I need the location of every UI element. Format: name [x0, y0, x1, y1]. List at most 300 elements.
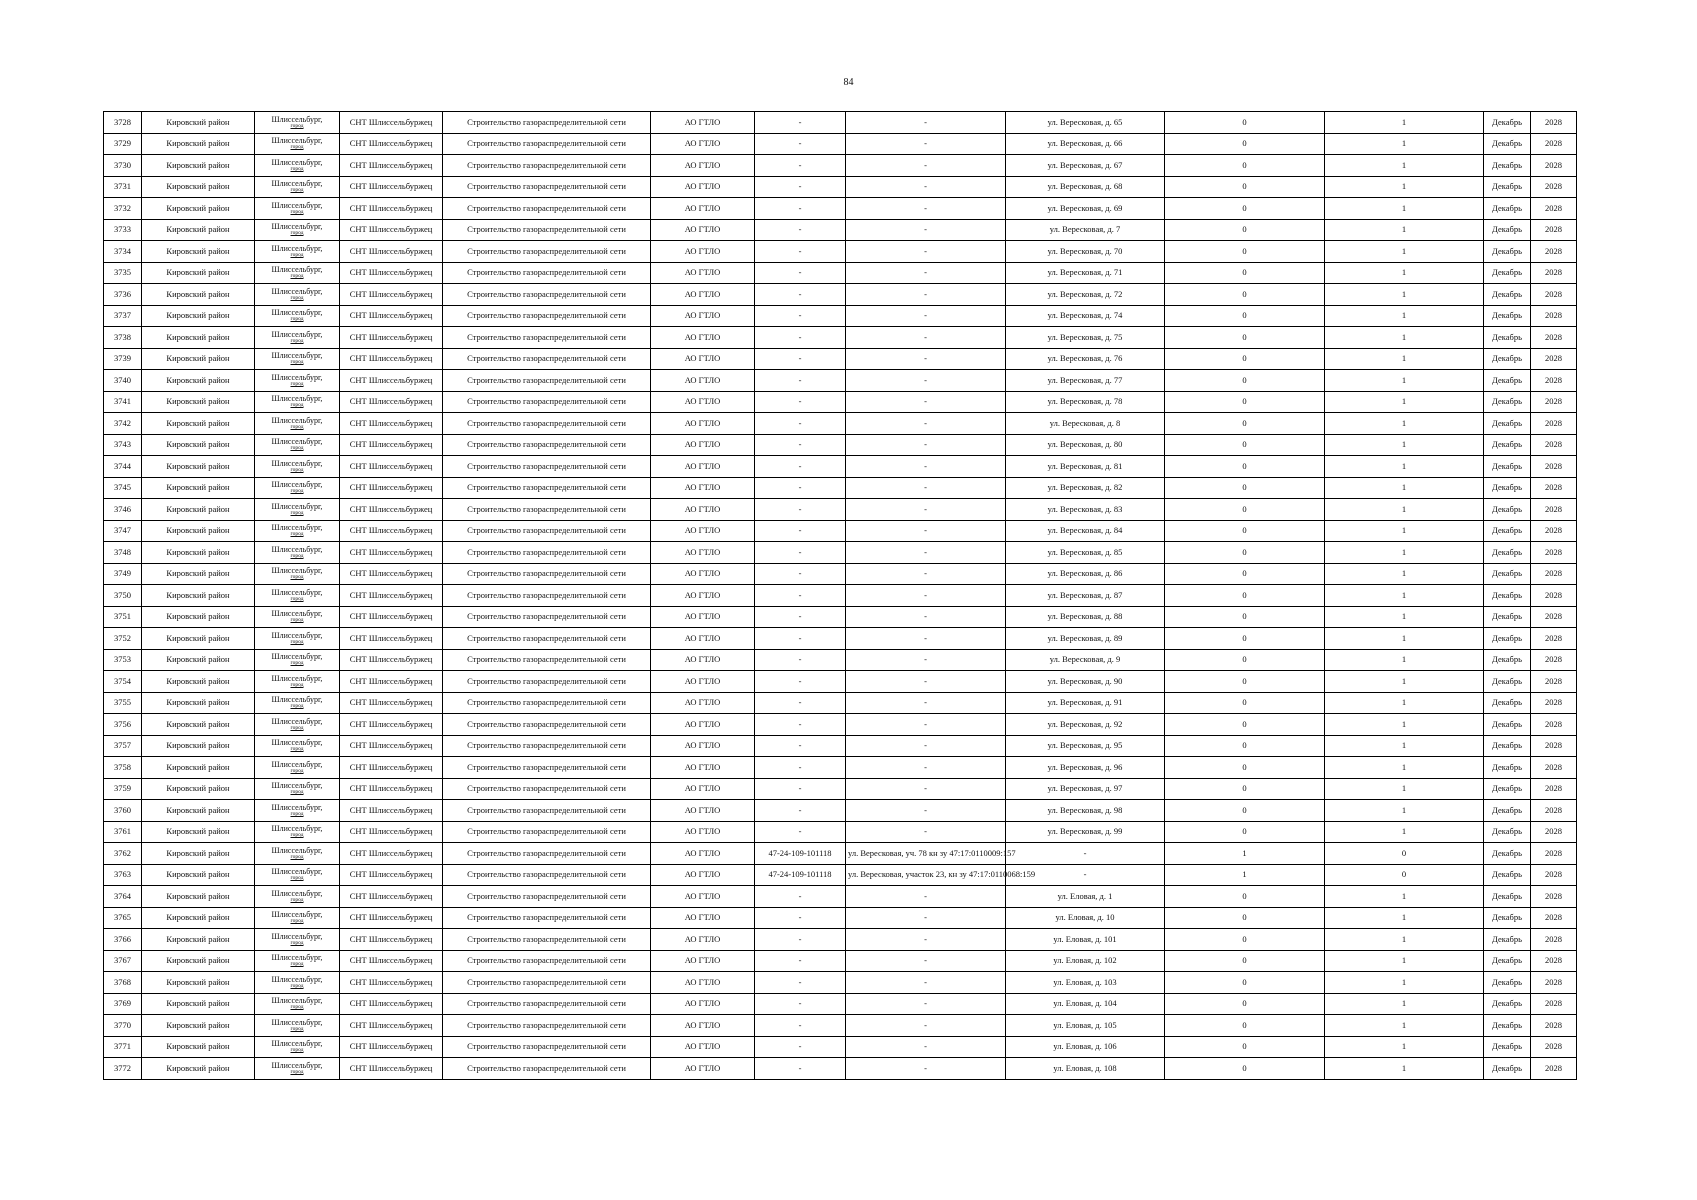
table-row — [104, 284, 1577, 306]
municipality-type: город — [290, 208, 304, 215]
month-cell: Декабрь — [1484, 133, 1531, 155]
cadastral-number-cell: - — [846, 391, 1006, 413]
settlement-cell: СНТ Шлиссельбуржец — [340, 499, 443, 521]
settlement-cell: СНТ Шлиссельбуржец — [340, 327, 443, 349]
month-cell: Декабрь — [1484, 735, 1531, 757]
month-cell: Декабрь — [1484, 219, 1531, 241]
row-number-cell: 3746 — [104, 499, 142, 521]
value-1-cell: 0 — [1165, 606, 1325, 628]
organization-cell: АО ГТЛО — [651, 886, 755, 908]
value-1-cell: 0 — [1165, 1036, 1325, 1058]
work-type-cell: Строительство газораспределительной сети — [443, 563, 651, 585]
municipality-cell — [255, 155, 340, 177]
row-number-cell: 3745 — [104, 477, 142, 499]
value-2-cell: 1 — [1325, 477, 1484, 499]
settlement-cell: СНТ Шлиссельбуржец — [340, 1015, 443, 1037]
cadastral-quarter-cell: - — [755, 800, 846, 822]
table-row — [104, 735, 1577, 757]
municipality-name: Шлиссельбург, — [271, 1017, 323, 1027]
row-number-cell: 3732 — [104, 198, 142, 220]
address-cell: ул. Вересковая, д. 89 — [1006, 628, 1165, 650]
month-cell: Декабрь — [1484, 456, 1531, 478]
cadastral-number-cell: - — [846, 606, 1006, 628]
address-cell: ул. Вересковая, д. 99 — [1006, 821, 1165, 843]
row-number-cell: 3742 — [104, 413, 142, 435]
value-2-cell: 1 — [1325, 155, 1484, 177]
settlement-cell: СНТ Шлиссельбуржец — [340, 284, 443, 306]
settlement-cell: СНТ Шлиссельбуржец — [340, 778, 443, 800]
municipality-type: город — [290, 552, 304, 559]
municipality-cell — [255, 520, 340, 542]
work-type-cell: Строительство газораспределительной сети — [443, 1058, 651, 1080]
settlement-cell: СНТ Шлиссельбуржец — [340, 907, 443, 929]
address-cell: ул. Вересковая, д. 75 — [1006, 327, 1165, 349]
table-row — [104, 133, 1577, 155]
cadastral-number-cell: - — [846, 950, 1006, 972]
address-cell: ул. Вересковая, д. 7 — [1006, 219, 1165, 241]
work-type-cell: Строительство газораспределительной сети — [443, 176, 651, 198]
row-number-cell: 3772 — [104, 1058, 142, 1080]
municipality-name: Шлиссельбург, — [271, 501, 323, 511]
address-cell: ул. Вересковая, д. 66 — [1006, 133, 1165, 155]
municipality-cell — [255, 800, 340, 822]
table-row — [104, 198, 1577, 220]
table-row — [104, 434, 1577, 456]
organization-cell: АО ГТЛО — [651, 219, 755, 241]
row-number-cell: 3753 — [104, 649, 142, 671]
cadastral-quarter-cell: - — [755, 929, 846, 951]
municipality-name: Шлиссельбург, — [271, 974, 323, 984]
year-cell: 2028 — [1531, 628, 1577, 650]
value-1-cell: 0 — [1165, 520, 1325, 542]
value-1-cell: 0 — [1165, 585, 1325, 607]
value-2-cell: 1 — [1325, 671, 1484, 693]
month-cell: Декабрь — [1484, 284, 1531, 306]
cadastral-quarter-cell: - — [755, 778, 846, 800]
table-row — [104, 886, 1577, 908]
district-cell: Кировский район — [142, 284, 255, 306]
address-cell: ул. Еловая, д. 106 — [1006, 1036, 1165, 1058]
organization-cell: АО ГТЛО — [651, 348, 755, 370]
table-row — [104, 327, 1577, 349]
settlement-cell: СНТ Шлиссельбуржец — [340, 477, 443, 499]
work-type-cell: Строительство газораспределительной сети — [443, 993, 651, 1015]
month-cell: Декабрь — [1484, 907, 1531, 929]
cadastral-quarter-cell: - — [755, 327, 846, 349]
address-cell: ул. Вересковая, д. 68 — [1006, 176, 1165, 198]
municipality-type: город — [290, 961, 304, 968]
municipality-type: город — [290, 402, 304, 409]
year-cell: 2028 — [1531, 692, 1577, 714]
table-row — [104, 907, 1577, 929]
month-cell: Декабрь — [1484, 864, 1531, 886]
row-number-cell: 3744 — [104, 456, 142, 478]
municipality-name: Шлиссельбург, — [271, 179, 323, 189]
district-cell: Кировский район — [142, 972, 255, 994]
work-type-cell: Строительство газораспределительной сети — [443, 1036, 651, 1058]
municipality-type: город — [290, 1004, 304, 1011]
municipality-name: Шлиссельбург, — [271, 286, 323, 296]
value-1-cell: 0 — [1165, 671, 1325, 693]
address-cell: ул. Вересковая, д. 85 — [1006, 542, 1165, 564]
organization-cell: АО ГТЛО — [651, 391, 755, 413]
municipality-type: город — [290, 810, 304, 817]
municipality-type: город — [290, 445, 304, 452]
table-row — [104, 112, 1577, 134]
settlement-cell: СНТ Шлиссельбуржец — [340, 370, 443, 392]
district-cell: Кировский район — [142, 1036, 255, 1058]
address-cell: ул. Вересковая, д. 96 — [1006, 757, 1165, 779]
organization-cell: АО ГТЛО — [651, 198, 755, 220]
municipality-type: город — [290, 1047, 304, 1054]
municipality-type: город — [290, 660, 304, 667]
settlement-cell: СНТ Шлиссельбуржец — [340, 950, 443, 972]
table-row — [104, 370, 1577, 392]
row-number-cell: 3762 — [104, 843, 142, 865]
value-1-cell: 0 — [1165, 391, 1325, 413]
settlement-cell: СНТ Шлиссельбуржец — [340, 434, 443, 456]
month-cell: Декабрь — [1484, 671, 1531, 693]
municipality-cell — [255, 757, 340, 779]
table-row — [104, 692, 1577, 714]
cadastral-number-cell: - — [846, 671, 1006, 693]
address-cell: ул. Еловая, д. 10 — [1006, 907, 1165, 929]
cadastral-quarter-cell: - — [755, 219, 846, 241]
municipality-name: Шлиссельбург, — [271, 824, 323, 834]
organization-cell: АО ГТЛО — [651, 585, 755, 607]
year-cell: 2028 — [1531, 735, 1577, 757]
year-cell: 2028 — [1531, 520, 1577, 542]
row-number-cell: 3756 — [104, 714, 142, 736]
row-number-cell: 3750 — [104, 585, 142, 607]
municipality-name: Шлиссельбург, — [271, 157, 323, 167]
year-cell: 2028 — [1531, 778, 1577, 800]
municipality-type: город — [290, 466, 304, 473]
value-2-cell: 1 — [1325, 198, 1484, 220]
municipality-name: Шлиссельбург, — [271, 652, 323, 662]
month-cell: Декабрь — [1484, 262, 1531, 284]
municipality-cell — [255, 886, 340, 908]
address-cell: ул. Вересковая, д. 86 — [1006, 563, 1165, 585]
value-1-cell: 0 — [1165, 176, 1325, 198]
municipality-name: Шлиссельбург, — [271, 480, 323, 490]
table-row — [104, 262, 1577, 284]
municipality-type: город — [290, 337, 304, 344]
table-row — [104, 585, 1577, 607]
table-row — [104, 628, 1577, 650]
municipality-name: Шлиссельбург, — [271, 523, 323, 533]
value-2-cell: 1 — [1325, 800, 1484, 822]
row-number-cell: 3743 — [104, 434, 142, 456]
district-cell: Кировский район — [142, 671, 255, 693]
table-row — [104, 800, 1577, 822]
cadastral-quarter-cell: - — [755, 241, 846, 263]
municipality-name: Шлиссельбург, — [271, 953, 323, 963]
district-cell: Кировский район — [142, 391, 255, 413]
row-number-cell: 3736 — [104, 284, 142, 306]
month-cell: Декабрь — [1484, 413, 1531, 435]
municipality-name: Шлиссельбург, — [271, 802, 323, 812]
district-cell: Кировский район — [142, 907, 255, 929]
address-cell: ул. Вересковая, д. 98 — [1006, 800, 1165, 822]
municipality-cell — [255, 477, 340, 499]
year-cell: 2028 — [1531, 348, 1577, 370]
cadastral-quarter-cell: - — [755, 649, 846, 671]
month-cell: Декабрь — [1484, 778, 1531, 800]
settlement-cell: СНТ Шлиссельбуржец — [340, 198, 443, 220]
cadastral-quarter-cell: - — [755, 606, 846, 628]
municipality-type: город — [290, 832, 304, 839]
municipality-name: Шлиссельбург, — [271, 265, 323, 275]
value-1-cell: 0 — [1165, 735, 1325, 757]
organization-cell: АО ГТЛО — [651, 950, 755, 972]
work-type-cell: Строительство газораспределительной сети — [443, 886, 651, 908]
organization-cell: АО ГТЛО — [651, 305, 755, 327]
cadastral-quarter-cell: - — [755, 563, 846, 585]
settlement-cell: СНТ Шлиссельбуржец — [340, 456, 443, 478]
cadastral-quarter-cell: - — [755, 972, 846, 994]
month-cell: Декабрь — [1484, 241, 1531, 263]
row-number-cell: 3763 — [104, 864, 142, 886]
table-row — [104, 950, 1577, 972]
year-cell: 2028 — [1531, 972, 1577, 994]
municipality-type: город — [290, 1025, 304, 1032]
address-cell: ул. Еловая, д. 1 — [1006, 886, 1165, 908]
row-number-cell: 3734 — [104, 241, 142, 263]
year-cell: 2028 — [1531, 757, 1577, 779]
district-cell: Кировский район — [142, 305, 255, 327]
organization-cell: АО ГТЛО — [651, 262, 755, 284]
address-cell: ул. Вересковая, д. 87 — [1006, 585, 1165, 607]
table-row — [104, 305, 1577, 327]
settlement-cell: СНТ Шлиссельбуржец — [340, 972, 443, 994]
year-cell: 2028 — [1531, 391, 1577, 413]
month-cell: Декабрь — [1484, 542, 1531, 564]
row-number-cell: 3761 — [104, 821, 142, 843]
municipality-cell — [255, 133, 340, 155]
cadastral-quarter-cell: - — [755, 348, 846, 370]
value-2-cell: 1 — [1325, 370, 1484, 392]
value-2-cell: 1 — [1325, 950, 1484, 972]
municipality-type: город — [290, 423, 304, 430]
organization-cell: АО ГТЛО — [651, 413, 755, 435]
cadastral-number-cell: - — [846, 284, 1006, 306]
address-cell: ул. Еловая, д. 103 — [1006, 972, 1165, 994]
cadastral-quarter-cell: - — [755, 542, 846, 564]
work-type-cell: Строительство газораспределительной сети — [443, 843, 651, 865]
row-number-cell: 3752 — [104, 628, 142, 650]
value-1-cell: 0 — [1165, 241, 1325, 263]
district-cell: Кировский район — [142, 520, 255, 542]
work-type-cell: Строительство газораспределительной сети — [443, 929, 651, 951]
cadastral-number-cell: - — [846, 262, 1006, 284]
table-row — [104, 241, 1577, 263]
cadastral-number-cell: - — [846, 133, 1006, 155]
municipality-name: Шлиссельбург, — [271, 329, 323, 339]
municipality-type: город — [290, 359, 304, 366]
district-cell: Кировский район — [142, 370, 255, 392]
value-1-cell: 0 — [1165, 821, 1325, 843]
year-cell: 2028 — [1531, 950, 1577, 972]
row-number-cell: 3733 — [104, 219, 142, 241]
value-1-cell: 0 — [1165, 456, 1325, 478]
month-cell: Декабрь — [1484, 1015, 1531, 1037]
municipality-cell — [255, 1058, 340, 1080]
cadastral-quarter-cell: - — [755, 628, 846, 650]
municipality-type: город — [290, 724, 304, 731]
table-row — [104, 757, 1577, 779]
municipality-type: город — [290, 617, 304, 624]
row-number-cell: 3769 — [104, 993, 142, 1015]
cadastral-number-cell: - — [846, 241, 1006, 263]
year-cell: 2028 — [1531, 542, 1577, 564]
month-cell: Декабрь — [1484, 434, 1531, 456]
district-cell: Кировский район — [142, 757, 255, 779]
municipality-name: Шлиссельбург, — [271, 458, 323, 468]
work-type-cell: Строительство газораспределительной сети — [443, 800, 651, 822]
row-number-cell: 3765 — [104, 907, 142, 929]
municipality-type: город — [290, 681, 304, 688]
organization-cell: АО ГТЛО — [651, 993, 755, 1015]
row-number-cell: 3729 — [104, 133, 142, 155]
district-cell: Кировский район — [142, 219, 255, 241]
district-cell: Кировский район — [142, 241, 255, 263]
address-cell: ул. Вересковая, д. 90 — [1006, 671, 1165, 693]
year-cell: 2028 — [1531, 649, 1577, 671]
row-number-cell: 3768 — [104, 972, 142, 994]
municipality-type: город — [290, 703, 304, 710]
cadastral-quarter-cell: - — [755, 1058, 846, 1080]
district-cell: Кировский район — [142, 606, 255, 628]
municipality-cell — [255, 198, 340, 220]
row-number-cell: 3747 — [104, 520, 142, 542]
municipality-cell — [255, 499, 340, 521]
table-row — [104, 520, 1577, 542]
address-cell: ул. Еловая, д. 104 — [1006, 993, 1165, 1015]
settlement-cell: СНТ Шлиссельбуржец — [340, 843, 443, 865]
row-number-cell: 3730 — [104, 155, 142, 177]
settlement-cell: СНТ Шлиссельбуржец — [340, 520, 443, 542]
value-1-cell: 0 — [1165, 1058, 1325, 1080]
value-1-cell: 0 — [1165, 219, 1325, 241]
municipality-name: Шлиссельбург, — [271, 351, 323, 361]
municipality-type: город — [290, 896, 304, 903]
row-number-cell: 3740 — [104, 370, 142, 392]
year-cell: 2028 — [1531, 993, 1577, 1015]
year-cell: 2028 — [1531, 327, 1577, 349]
address-cell: ул. Вересковая, д. 81 — [1006, 456, 1165, 478]
address-cell: ул. Еловая, д. 102 — [1006, 950, 1165, 972]
year-cell: 2028 — [1531, 1015, 1577, 1037]
address-cell: ул. Вересковая, д. 74 — [1006, 305, 1165, 327]
address-cell: ул. Вересковая, д. 83 — [1006, 499, 1165, 521]
value-1-cell: 0 — [1165, 477, 1325, 499]
month-cell: Декабрь — [1484, 1058, 1531, 1080]
work-type-cell: Строительство газораспределительной сети — [443, 606, 651, 628]
work-type-cell: Строительство газораспределительной сети — [443, 692, 651, 714]
row-number-cell: 3754 — [104, 671, 142, 693]
municipality-cell — [255, 628, 340, 650]
municipality-cell — [255, 305, 340, 327]
year-cell: 2028 — [1531, 370, 1577, 392]
cadastral-number-cell: - — [846, 778, 1006, 800]
settlement-cell: СНТ Шлиссельбуржец — [340, 800, 443, 822]
cadastral-number-cell: - — [846, 542, 1006, 564]
work-type-cell: Строительство газораспределительной сети — [443, 628, 651, 650]
year-cell: 2028 — [1531, 563, 1577, 585]
row-number-cell: 3759 — [104, 778, 142, 800]
cadastral-quarter-cell: - — [755, 391, 846, 413]
year-cell: 2028 — [1531, 800, 1577, 822]
table-row — [104, 155, 1577, 177]
row-number-cell: 3728 — [104, 112, 142, 134]
municipality-type: город — [290, 230, 304, 237]
municipality-cell — [255, 1015, 340, 1037]
value-2-cell: 1 — [1325, 1058, 1484, 1080]
organization-cell: АО ГТЛО — [651, 327, 755, 349]
cadastral-quarter-cell: - — [755, 434, 846, 456]
municipality-cell — [255, 671, 340, 693]
municipality-name: Шлиссельбург, — [271, 867, 323, 877]
municipality-cell — [255, 413, 340, 435]
value-1-cell: 0 — [1165, 628, 1325, 650]
settlement-cell: СНТ Шлиссельбуржец — [340, 757, 443, 779]
settlement-cell: СНТ Шлиссельбуржец — [340, 735, 443, 757]
table-row — [104, 972, 1577, 994]
work-type-cell: Строительство газораспределительной сети — [443, 821, 651, 843]
district-cell: Кировский район — [142, 413, 255, 435]
municipality-type: город — [290, 853, 304, 860]
cadastral-number-cell: - — [846, 112, 1006, 134]
table-row — [104, 477, 1577, 499]
year-cell: 2028 — [1531, 821, 1577, 843]
work-type-cell: Строительство газораспределительной сети — [443, 155, 651, 177]
value-1-cell: 0 — [1165, 886, 1325, 908]
address-cell: ул. Вересковая, д. 70 — [1006, 241, 1165, 263]
month-cell: Декабрь — [1484, 821, 1531, 843]
organization-cell: АО ГТЛО — [651, 563, 755, 585]
value-2-cell: 1 — [1325, 112, 1484, 134]
cadastral-quarter-cell: - — [755, 714, 846, 736]
district-cell: Кировский район — [142, 886, 255, 908]
settlement-cell: СНТ Шлиссельбуржец — [340, 241, 443, 263]
row-number-cell: 3751 — [104, 606, 142, 628]
municipality-type: город — [290, 144, 304, 151]
municipality-name: Шлиссельбург, — [271, 200, 323, 210]
district-cell: Кировский район — [142, 112, 255, 134]
settlement-cell: СНТ Шлиссельбуржец — [340, 133, 443, 155]
district-cell: Кировский район — [142, 843, 255, 865]
organization-cell: АО ГТЛО — [651, 843, 755, 865]
settlement-cell: СНТ Шлиссельбуржец — [340, 262, 443, 284]
municipality-name: Шлиссельбург, — [271, 1060, 323, 1070]
table-row — [104, 563, 1577, 585]
cadastral-number-cell: - — [846, 628, 1006, 650]
month-cell: Декабрь — [1484, 950, 1531, 972]
address-cell: ул. Вересковая, д. 78 — [1006, 391, 1165, 413]
table-row — [104, 348, 1577, 370]
value-2-cell: 1 — [1325, 628, 1484, 650]
cadastral-number-cell: - — [846, 176, 1006, 198]
year-cell: 2028 — [1531, 864, 1577, 886]
cadastral-quarter-cell: - — [755, 112, 846, 134]
district-cell: Кировский район — [142, 563, 255, 585]
municipality-type: город — [290, 488, 304, 495]
year-cell: 2028 — [1531, 585, 1577, 607]
work-type-cell: Строительство газораспределительной сети — [443, 950, 651, 972]
municipality-name: Шлиссельбург, — [271, 243, 323, 253]
district-cell: Кировский район — [142, 176, 255, 198]
